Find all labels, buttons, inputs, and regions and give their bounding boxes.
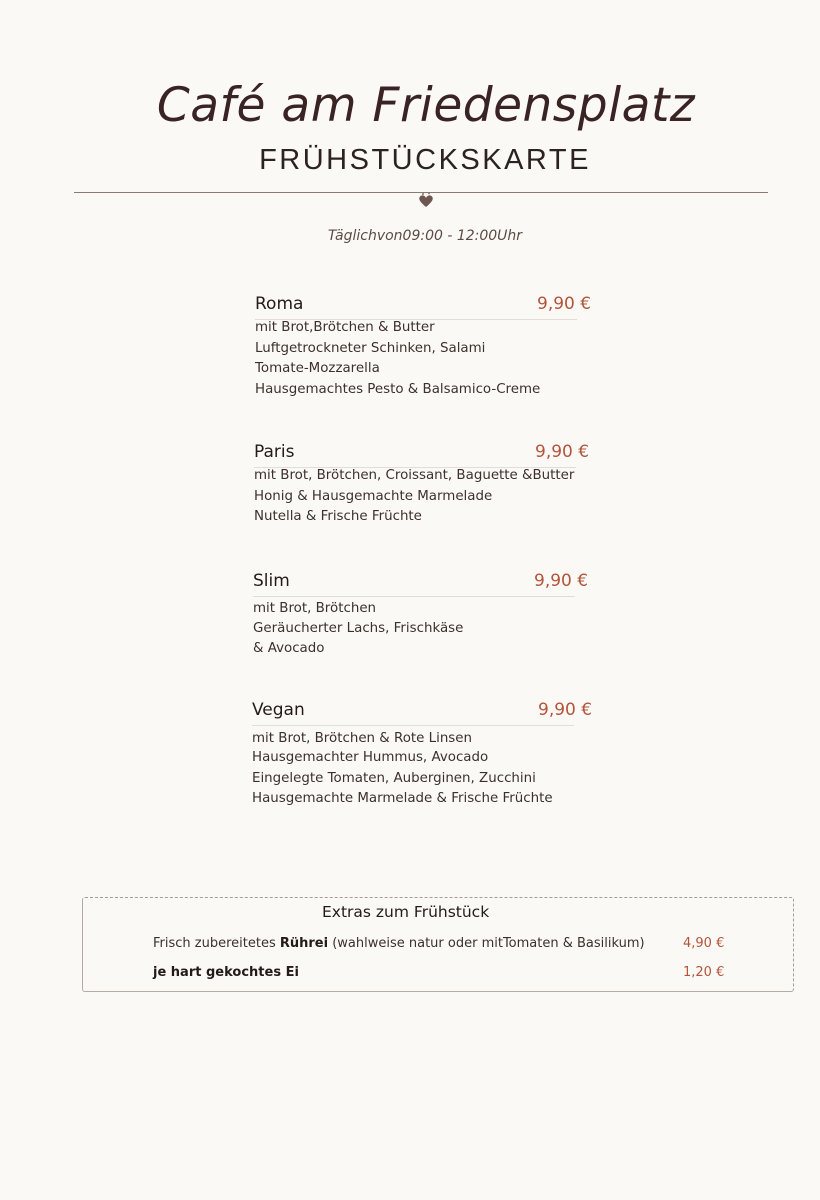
description-line: Hausgemachtes Pesto & Balsamico-Creme [255,381,541,397]
extra-item [153,965,299,980]
heart-ornament-icon [416,191,436,209]
opening-hours: Täglichvon09:00 - 12:00Uhr [327,228,523,244]
description-line: Nutella & Frische Früchte [254,509,422,524]
description-line: & Avocado [253,641,325,656]
description-line: Luftgetrockneter Schinken, Salami [255,340,486,356]
item-price: 9,90 € [534,571,589,591]
description-line: Eingelegte Tomaten, Auberginen, Zucchini [252,770,536,786]
extra-item-prefix: Frisch zubereitetes [153,936,280,951]
extra-item-highlight: je hart gekochtes Ei [153,965,299,980]
description-line: Hausgemachter Hummus, Avocado [252,750,489,765]
item-price: 9,90 € [537,294,592,314]
description-line: mit Brot, Brötchen, Croissant, Baguette &Butter [254,468,575,483]
extra-item-price: 1,20 € [683,965,725,980]
item-name: Vegan [252,700,305,720]
extra-item-suffix: (wahlweise natur oder mitTomaten & Basilikum) [328,936,645,951]
cafe-title: Café am Friedensplatz [156,78,696,133]
item-divider [252,725,574,726]
description-line: Honig & Hausgemachte Marmelade [254,488,493,504]
description-line: mit Brot,Brötchen & Butter [255,320,435,335]
item-description [254,466,574,528]
extra-item-price: 4,90 € [683,936,725,951]
item-description [255,318,540,400]
item-description [252,730,553,810]
item-divider [253,596,575,597]
item-name: Paris [254,442,295,462]
description-line: Tomate-Mozzarella [255,361,380,376]
description-line: mit Brot, Brötchen [253,601,377,616]
item-price: 9,90 € [538,700,593,720]
menu-subtitle: FRÜHSTÜCKSKARTE [259,144,591,176]
item-name: Roma [255,294,304,314]
description-line: mit Brot, Brötchen & Rote Linsen [252,731,473,746]
extra-item-highlight: Rührei [279,936,329,951]
item-name: Slim [253,571,290,591]
description-line: Geräucherter Lachs, Frischkäse [253,620,464,636]
description-line: Hausgemachte Marmelade & Frische Früchte [252,791,553,806]
extras-title: Extras zum Frühstück [322,903,490,921]
item-description [253,600,463,660]
item-price: 9,90 € [535,442,590,462]
extra-item [153,936,645,951]
